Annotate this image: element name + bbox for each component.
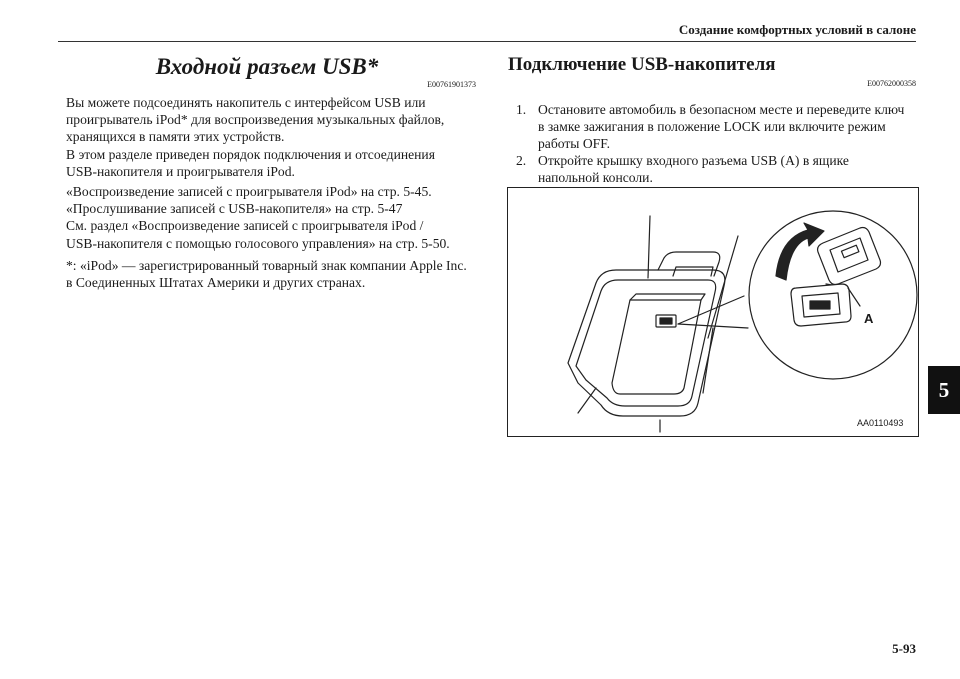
reference-line: USB-накопителя с помощью голосового управления» на стр. 5-50. — [66, 235, 450, 251]
figure-code: AA0110493 — [857, 418, 904, 428]
footnote-line: *: «iPod» — зарегистрированный товарный знак компании Apple Inc. — [66, 258, 467, 273]
section-code: E00762000358 — [867, 79, 916, 88]
text-line: хранящихся в памяти этих устройств. — [66, 129, 285, 145]
section-code: E00761901373 — [427, 80, 476, 89]
page-number: 5-93 — [892, 641, 916, 656]
text-line: USB-накопителя и проигрывателя iPod. — [66, 163, 295, 179]
reference-line: См. раздел «Воспроизведение записей с проигрывателя iPod / — [66, 218, 424, 234]
step-text: напольной консоли. — [538, 170, 653, 186]
text-line: В этом разделе приведен порядок подключения и отсоединения — [66, 146, 435, 162]
callout-label-a: A — [864, 311, 874, 326]
running-header: Создание комфортных условий в салоне — [678, 22, 916, 37]
intro-paragraph — [66, 94, 476, 180]
step-text: Остановите автомобиль в безопасном месте и переведите ключ — [538, 102, 905, 117]
section-title-usb-input: Входной разъем USB* — [155, 54, 379, 79]
reference-line: «Прослушивание записей с USB-накопителя» на стр. 5-47 — [66, 201, 403, 217]
step-1 — [516, 101, 904, 153]
usb-console-illustration — [507, 187, 919, 437]
text-line: проигрыватель iPod* для воспроизведения музыкальных файлов, — [66, 112, 445, 128]
section-title-usb-connect: Подключение USB-накопителя — [508, 54, 776, 75]
reference-line: «Воспроизведение записей с проигрывателя iPod» на стр. 5-45. — [66, 184, 432, 199]
step-text: работы OFF. — [538, 136, 611, 152]
console-drawing — [508, 188, 918, 436]
header-rule — [58, 41, 916, 42]
step-number: 1. — [516, 102, 527, 117]
footnote-line: в Соединенных Штатах Америки и других странах. — [66, 275, 366, 291]
step-text: в замке зажигания в положение LOCK или включите режим — [538, 119, 886, 135]
step-number: 2. — [516, 153, 527, 168]
text-line: Вы можете подсоединять накопитель с интерфейсом USB или — [66, 95, 426, 110]
references-paragraph — [66, 183, 476, 252]
footnote — [66, 257, 476, 291]
chapter-tab: 5 — [928, 366, 960, 414]
step-2 — [516, 152, 849, 186]
step-text: Откройте крышку входного разъема USB (A) в ящике — [538, 153, 849, 168]
